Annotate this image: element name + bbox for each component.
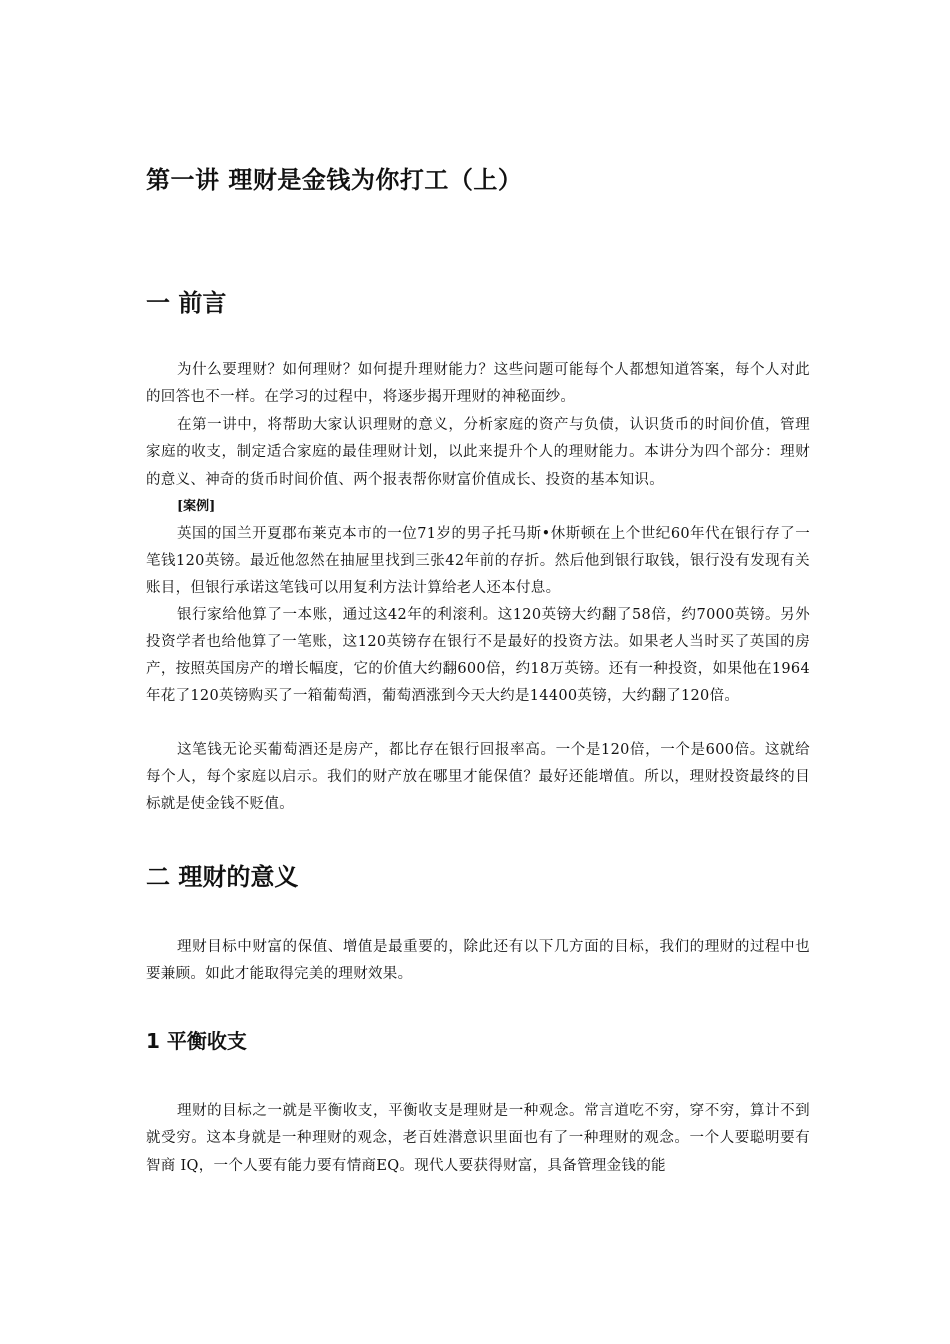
paragraph: 理财目标中财富的保值、增值是最重要的，除此还有以下几方面的目标，我们的理财的过程中也要兼顾。如此才能取得完美的理财效果。: [146, 939, 810, 983]
case-label: [案例]: [177, 499, 216, 514]
section-heading-meaning: 二 理财的意义: [146, 863, 299, 891]
paragraph: 理财的目标之一就是平衡收支，平衡收支是理财是一种观念。常言道吃不穷，穿不穷，算计不到就受穷。这本身就是一种理财的观念，老百姓潜意识里面也有了一种理财的观念。一个人要聪明要有智商 IQ，一个人要有能力要有情商EQ。现代人要获得财富，具备管理金钱的能: [146, 1103, 810, 1174]
paragraph: 为什么要理财？如何理财？如何提升理财能力？这些问题可能每个人都想知道答案，每个人对此的回答也不一样。在学习的过程中，将逐步揭开理财的神秘面纱。: [146, 362, 810, 406]
paragraph: 英国的国兰开夏郡布莱克本市的一位71岁的男子托马斯•休斯顿在上个世纪60年代在银行存了一笔钱120英镑。最近他忽然在抽屉里找到三张42年前的存折。然后他到银行取钱，银行没有发现有关账目，但银行承诺这笔钱可以用复利方法计算给老人还本付息。: [146, 526, 810, 596]
page-title: 第一讲 理财是金钱为你打工（上）: [146, 166, 523, 194]
paragraph: 这笔钱无论买葡萄酒还是房产，都比存在银行回报率高。一个是120倍，一个是600倍。这就给每个人，每个家庭以启示。我们的财产放在哪里才能保值？最好还能增值。所以，理财投资最终的目标就是使金钱不贬值。: [146, 742, 810, 812]
section-heading-preface: 一 前言: [146, 289, 227, 317]
paragraph: 银行家给他算了一本账，通过这42年的利滚利。这120英镑大约翻了58倍，约7000英镑。另外投资学者也给他算了一笔账，这120英镑存在银行不是最好的投资方法。如果老人当时买了英国的房产，按照英国房产的增长幅度，它的价值大约翻600倍，约18万英镑。还有一种投资，如果他在1964年花了120英镑购买了一箱葡萄酒，葡萄酒涨到今天大约是14400英镑，大约翻了120倍。: [146, 607, 810, 704]
subsection-heading-balance: 1 平衡收支: [146, 1029, 247, 1053]
paragraph: 在第一讲中，将帮助大家认识理财的意义，分析家庭的资产与负债，认识货币的时间价值，管理家庭的收支，制定适合家庭的最佳理财计划，以此来提升个人的理财能力。本讲分为四个部分：理财的意义、神奇的货币时间价值、两个报表帮你财富价值成长、投资的基本知识。: [146, 417, 810, 488]
